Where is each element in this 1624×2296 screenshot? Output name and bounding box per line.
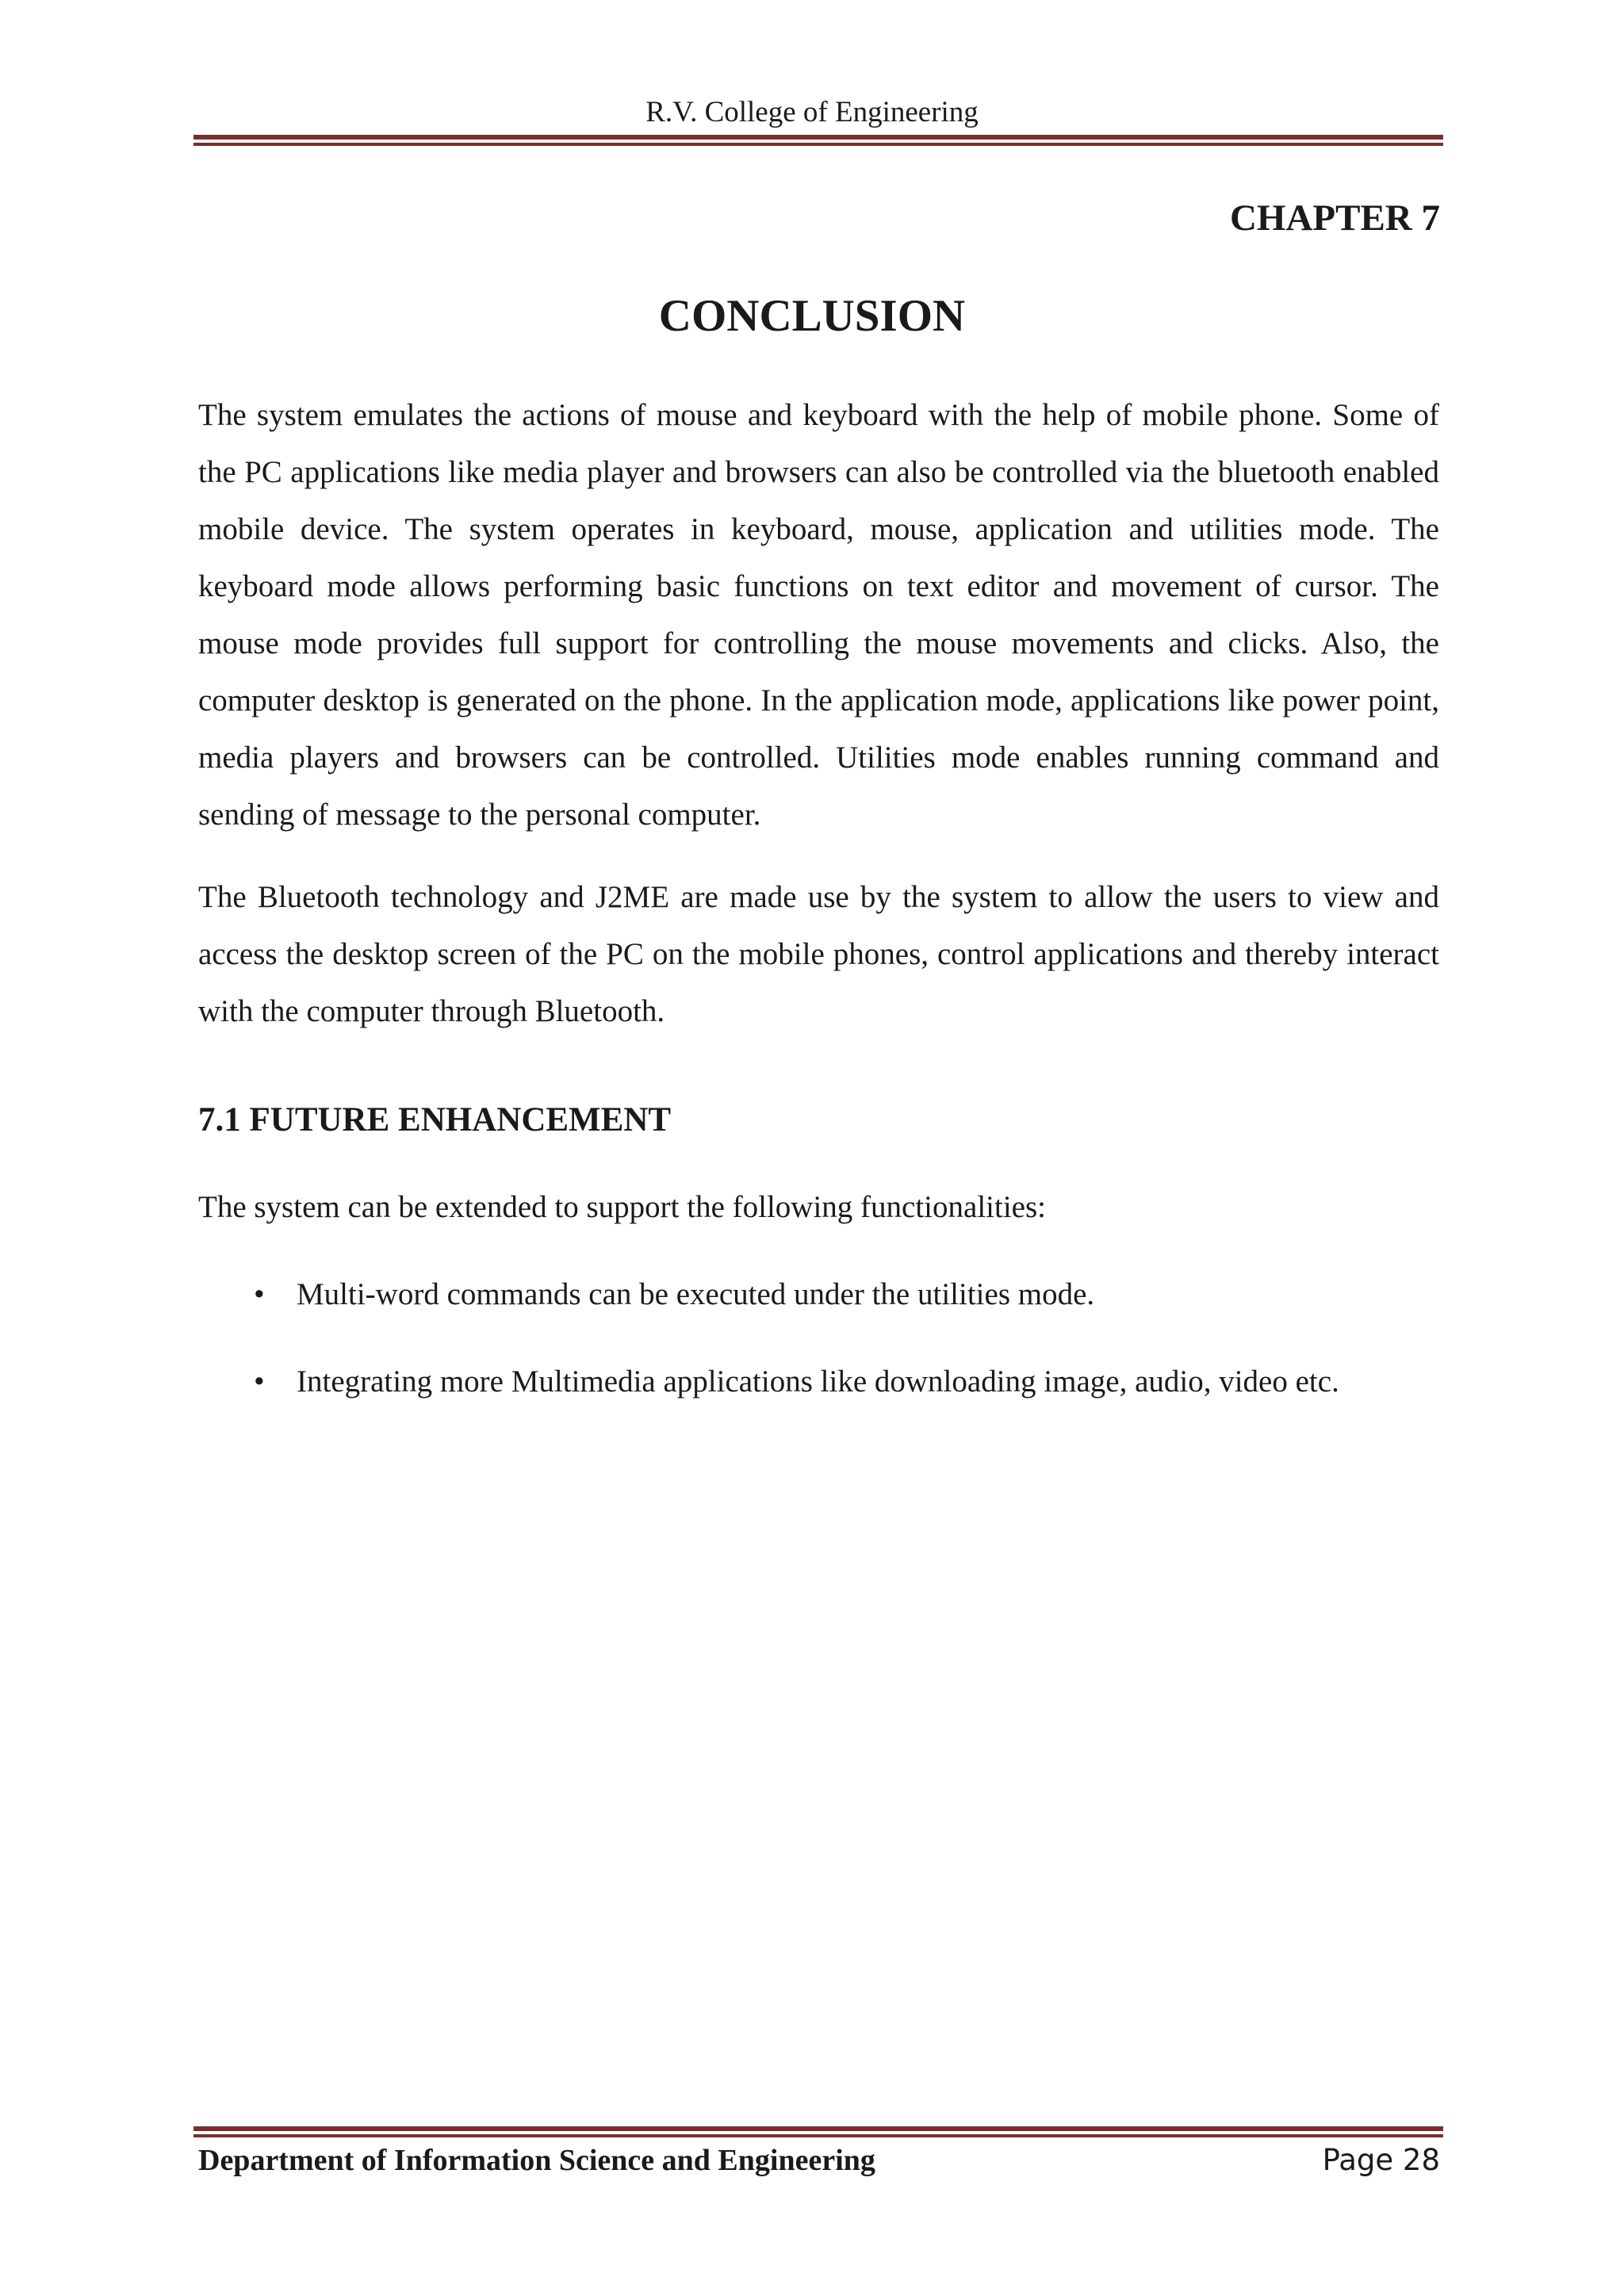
- body-paragraph-2: The Bluetooth technology and J2ME are made use by the system to allow the users to view and access the desktop screen of the PC on the mobile phones, control applications and thereby interact with the computer through Bluetooth.: [198, 880, 1439, 1028]
- page-header-title: R.V. College of Engineering: [645, 96, 979, 128]
- header-rule-thin: [193, 143, 1443, 146]
- page-number: Page 28: [1322, 2143, 1440, 2177]
- footer-rule-thin: [193, 2134, 1443, 2137]
- bullet-icon: •: [254, 1277, 265, 1311]
- footer-rule-thick: [193, 2126, 1443, 2131]
- section-intro: The system can be extended to support the following functionalities:: [198, 1190, 1046, 1224]
- bullet-icon: •: [254, 1364, 265, 1399]
- list-item-text: Integrating more Multimedia applications like downloading image, audio, video etc.: [297, 1364, 1339, 1399]
- chapter-title: CONCLUSION: [658, 291, 966, 341]
- footer-department: Department of Information Science and Engineering: [198, 2144, 875, 2177]
- enhancement-list: [198, 1276, 1439, 1451]
- list-item-text: Multi-word commands can be executed under the utilities mode.: [297, 1277, 1095, 1311]
- chapter-label: CHAPTER 7: [1229, 197, 1440, 239]
- section-heading: 7.1 FUTURE ENHANCEMENT: [198, 1101, 672, 1138]
- list-item: [198, 1364, 1439, 1451]
- header-rule-thick: [193, 135, 1443, 140]
- list-item: [198, 1276, 1439, 1364]
- body-paragraph-1: The system emulates the actions of mouse and keyboard with the help of mobile phone. Some of the PC applications like media player and browsers can also be controlled via the bluetooth enabled mobile device. The system operates in keyboard, mouse, application and utilities mode. The keyboard mode allows performing basic functions on text editor and movement of cursor. The mouse mode provides full support for controlling the mouse movements and clicks. Also, the computer desktop is generated on the phone. In the application mode, applications like power point, media players and browsers can be controlled. Utilities mode enables running command and sending of message to the personal computer.: [198, 398, 1439, 832]
